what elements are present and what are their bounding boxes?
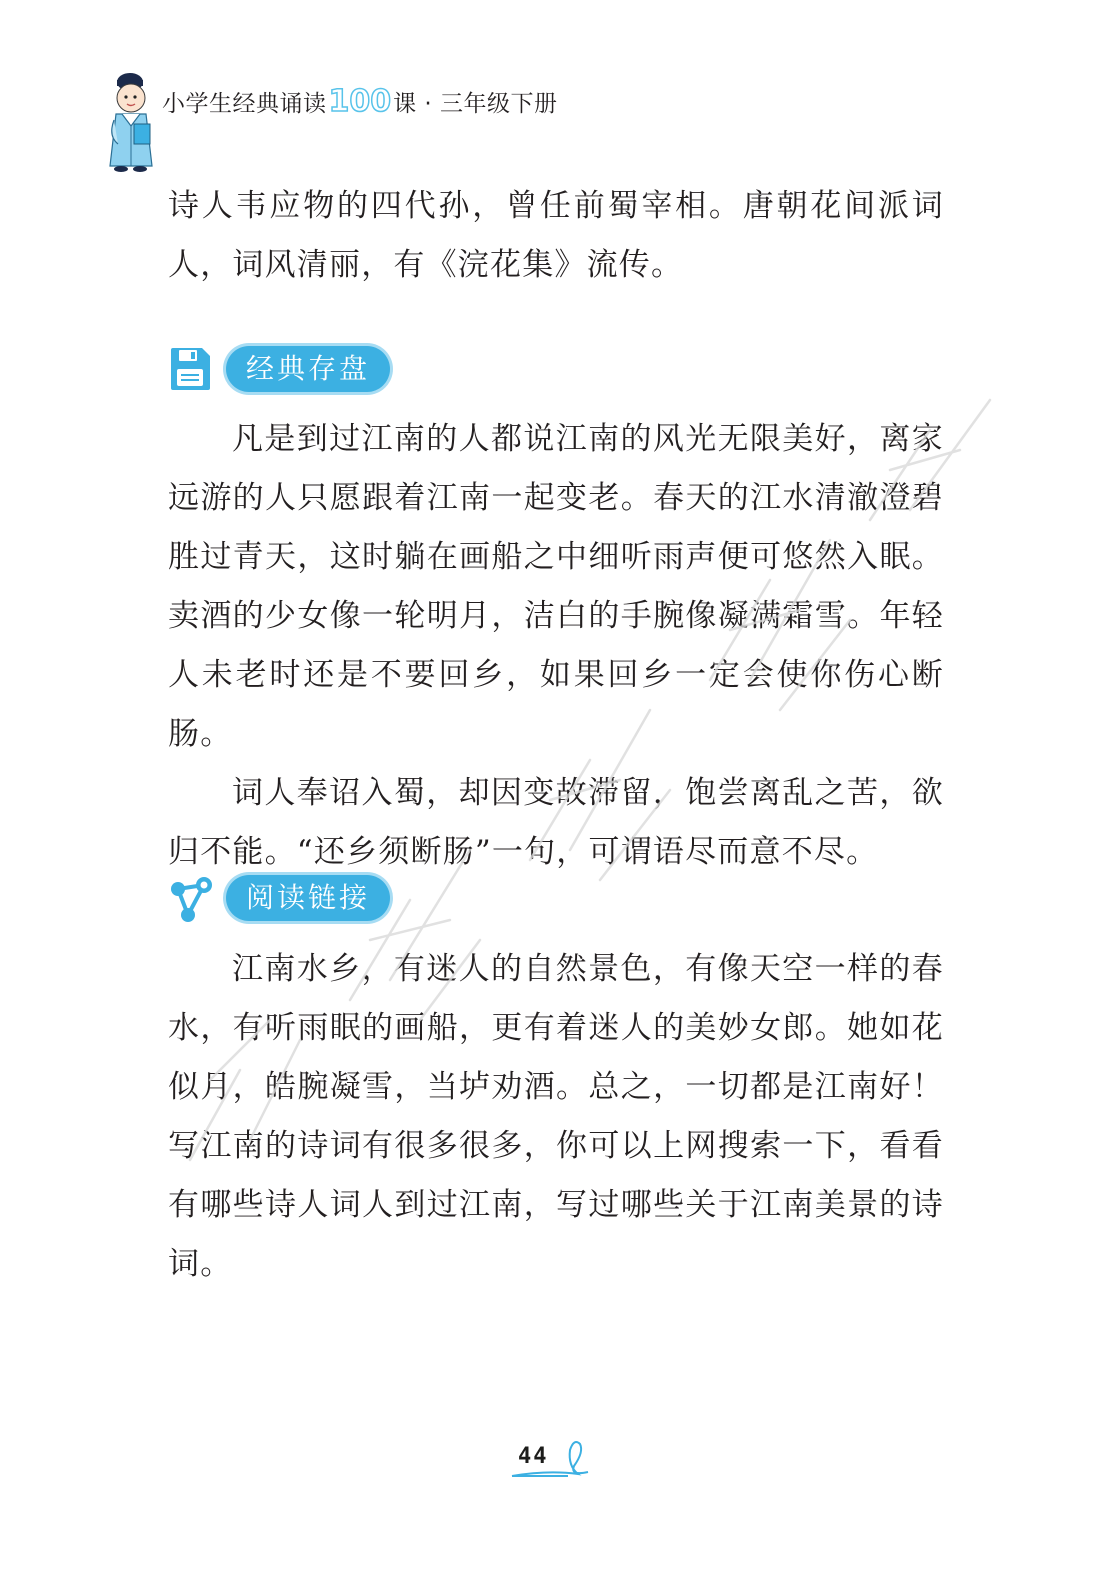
intro-paragraph: 诗人韦应物的四代孙，曾任前蜀宰相。唐朝花间派词人，词风清丽，有《浣花集》流传。 — [168, 188, 944, 283]
reading-paragraph: 江南水乡，有迷人的自然景色，有像天空一样的春水，有听雨眠的画船，更有着迷人的美妙女郎。她如花似月，皓腕凝雪，当垆劝酒。总之，一切都是江南好！写江南的诗词有很多很多，你可以上网搜索一下，看看有哪些诗人词人到过江南，写过哪些关于江南美景的诗词。 — [168, 951, 944, 1282]
book-title — [162, 84, 558, 119]
classic-paragraph: 凡是到过江南的人都说江南的风光无限美好，离家远游的人只愿跟着江南一起变老。春天的江水清澈澄碧胜过青天，这时躺在画船之中细听雨声便可悠然入眠。卖酒的少女像一轮明月，洁白的手腕像凝满霜雪。年轻人未老时还是不要回乡，如果回乡一定会使你伤心断肠。 — [168, 421, 944, 752]
intro-text — [168, 177, 944, 295]
section-title-classic: 经典存盘 — [226, 346, 390, 392]
section-heading-reading — [168, 873, 408, 923]
section-title-reading: 阅读链接 — [226, 875, 390, 921]
page-header — [104, 70, 664, 180]
book-title-prefix: 小学生经典诵读 — [162, 91, 327, 117]
floppy-disk-icon — [168, 346, 212, 392]
share-nodes-icon — [168, 875, 216, 923]
section-heading-classic — [168, 344, 408, 394]
classic-paragraph: 词人奉诏入蜀，却因变故滞留，饱尝离乱之苦，欲归不能。“还乡须断肠”一句，可谓语尽而意不尽。 — [168, 775, 944, 870]
page-number: 44 — [518, 1444, 549, 1469]
reading-text — [168, 940, 944, 1294]
book-title-number: 100 — [328, 84, 392, 119]
book-title-suffix: 课 · 三年级下册 — [393, 91, 558, 117]
scholar-mascot-icon — [104, 70, 160, 178]
classic-text — [168, 410, 944, 882]
